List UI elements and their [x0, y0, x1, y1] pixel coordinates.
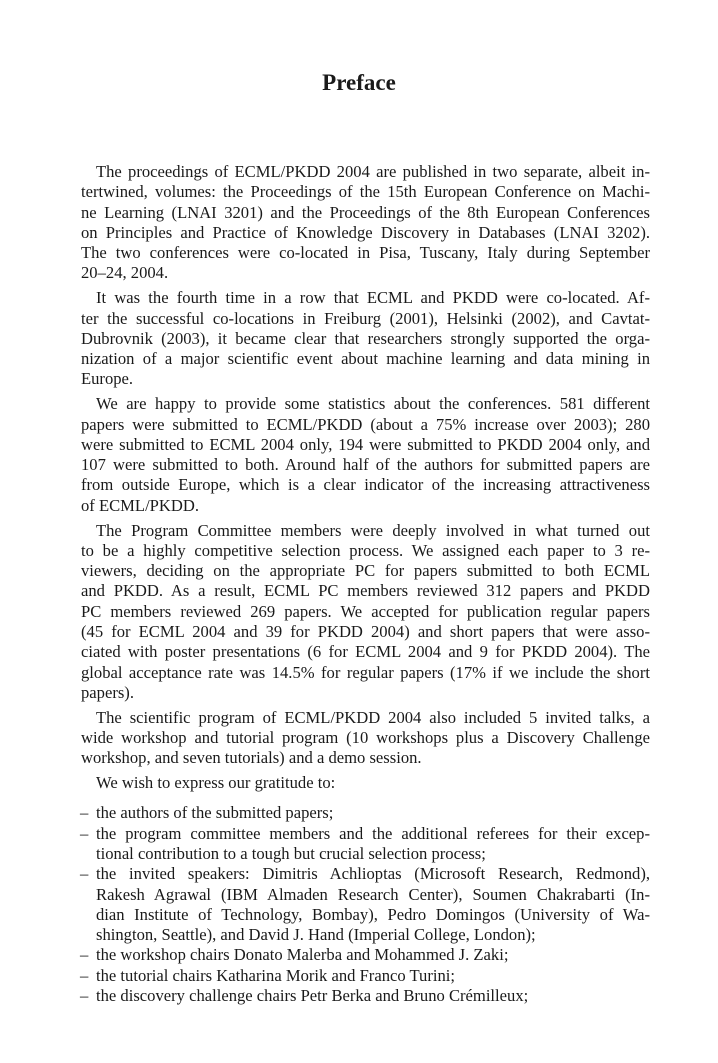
preface-body: [81, 162, 650, 1006]
text-line: global acceptance rate was 14.5% for regular papers (17% if we include the short: [81, 662, 650, 682]
text-line: from outside Europe, which is a clear indicator of the increasing attractiveness: [81, 475, 650, 495]
paragraph: [81, 288, 650, 389]
text-line: the authors of the submitted papers;: [96, 803, 334, 823]
text-line: of ECML/PKDD.: [81, 495, 200, 515]
paragraph: [81, 521, 650, 704]
text-line: the program committee members and the additional referees for their excep-: [96, 823, 650, 843]
text-line: Europe.: [81, 369, 134, 389]
text-line: and PKDD. As a result, ECML PC members reviewed 312 papers and PKDD: [81, 581, 650, 601]
text-line: papers).: [81, 682, 134, 702]
text-line: PC members reviewed 269 papers. We accepted for publication regular papers: [81, 601, 650, 621]
bullet-dash: –: [80, 965, 89, 985]
text-line: We wish to express our gratitude to:: [96, 773, 336, 793]
text-line: The scientific program of ECML/PKDD 2004 also included 5 invited talks, a: [96, 707, 650, 727]
text-line: ter the successful co-locations in Freiburg (2001), Helsinki (2002), and Cavtat-: [81, 308, 650, 328]
text-line: on Principles and Practice of Knowledge Discovery in Databases (LNAI 3202).: [81, 222, 650, 242]
paragraph: [81, 773, 650, 793]
text-line: We are happy to provide some statistics about the conferences. 581 different: [96, 394, 650, 414]
text-line: (45 for ECML 2004 and 39 for PKDD 2004) and short papers that were asso-: [81, 622, 650, 642]
text-line: ciated with poster presentations (6 for ECML 2004 and 9 for PKDD 2004). The: [81, 642, 650, 662]
text-line: 20–24, 2004.: [81, 263, 169, 283]
text-line: The two conferences were co-located in Pisa, Tuscany, Italy during September: [81, 243, 650, 263]
bullet-dash: –: [80, 803, 89, 823]
list-item: [81, 986, 650, 1006]
paragraphs: [81, 162, 650, 793]
list-item: [81, 803, 650, 823]
page-title: Preface: [322, 70, 396, 95]
bullet-dash: –: [80, 945, 89, 965]
bullet-dash: –: [80, 986, 89, 1006]
paragraph: [81, 708, 650, 769]
bullet-dash: –: [80, 823, 89, 843]
text-line: nization of a major scientific event about machine learning and data mining in: [81, 349, 650, 369]
list-item: [81, 966, 650, 986]
text-line: 107 were submitted to both. Around half of the authors for submitted papers are: [81, 455, 650, 475]
list-item: [81, 945, 650, 965]
text-line: shington, Seattle), and David J. Hand (Imperial College, London);: [96, 925, 536, 945]
text-line: were submitted to ECML 2004 only, 194 were submitted to PKDD 2004 only, and: [81, 434, 650, 454]
text-line: viewers, deciding on the appropriate PC for papers submitted to both ECML: [81, 561, 650, 581]
text-line: Dubrovnik (2003), it became clear that researchers strongly supported the orga-: [81, 328, 650, 348]
text-line: ne Learning (LNAI 3201) and the Proceedings of the 8th European Conferences: [81, 202, 650, 222]
paragraph: [81, 162, 650, 284]
text-line: the discovery challenge chairs Petr Berka and Bruno Crémilleux;: [96, 986, 529, 1006]
list-item: [81, 864, 650, 945]
text-line: papers were submitted to ECML/PKDD (about a 75% increase over 2003); 280: [81, 414, 650, 434]
text-line: the tutorial chairs Katharina Morik and Franco Turini;: [96, 965, 456, 985]
text-line: wide workshop and tutorial program (10 workshops plus a Discovery Challenge: [81, 728, 650, 748]
text-line: The Program Committee members were deeply involved in what turned out: [96, 520, 650, 540]
list-item: [81, 824, 650, 865]
bullet-dash: –: [80, 864, 89, 884]
text-line: workshop, and seven tutorials) and a demo session.: [81, 748, 422, 768]
text-line: It was the fourth time in a row that ECML and PKDD were co-located. Af-: [96, 288, 650, 308]
text-line: The proceedings of ECML/PKDD 2004 are published in two separate, albeit in-: [96, 162, 650, 181]
text-line: the invited speakers: Dimitris Achlioptas (Microsoft Research, Redmond),: [96, 864, 650, 884]
text-line: to be a highly competitive selection process. We assigned each paper to 3 re-: [81, 540, 650, 560]
text-line: tional contribution to a tough but crucial selection process;: [96, 844, 486, 863]
paragraph: [81, 394, 650, 516]
text-line: Rakesh Agrawal (IBM Almaden Research Center), Soumen Chakrabarti (In-: [96, 884, 650, 904]
text-line: the workshop chairs Donato Malerba and Mohammed J. Zaki;: [96, 945, 509, 965]
text-line: tertwined, volumes: the Proceedings of the 15th European Conference on Machi-: [81, 182, 650, 202]
gratitude-list: [81, 803, 650, 1006]
text-line: dian Institute of Technology, Bombay), Pedro Domingos (University of Wa-: [96, 904, 650, 924]
